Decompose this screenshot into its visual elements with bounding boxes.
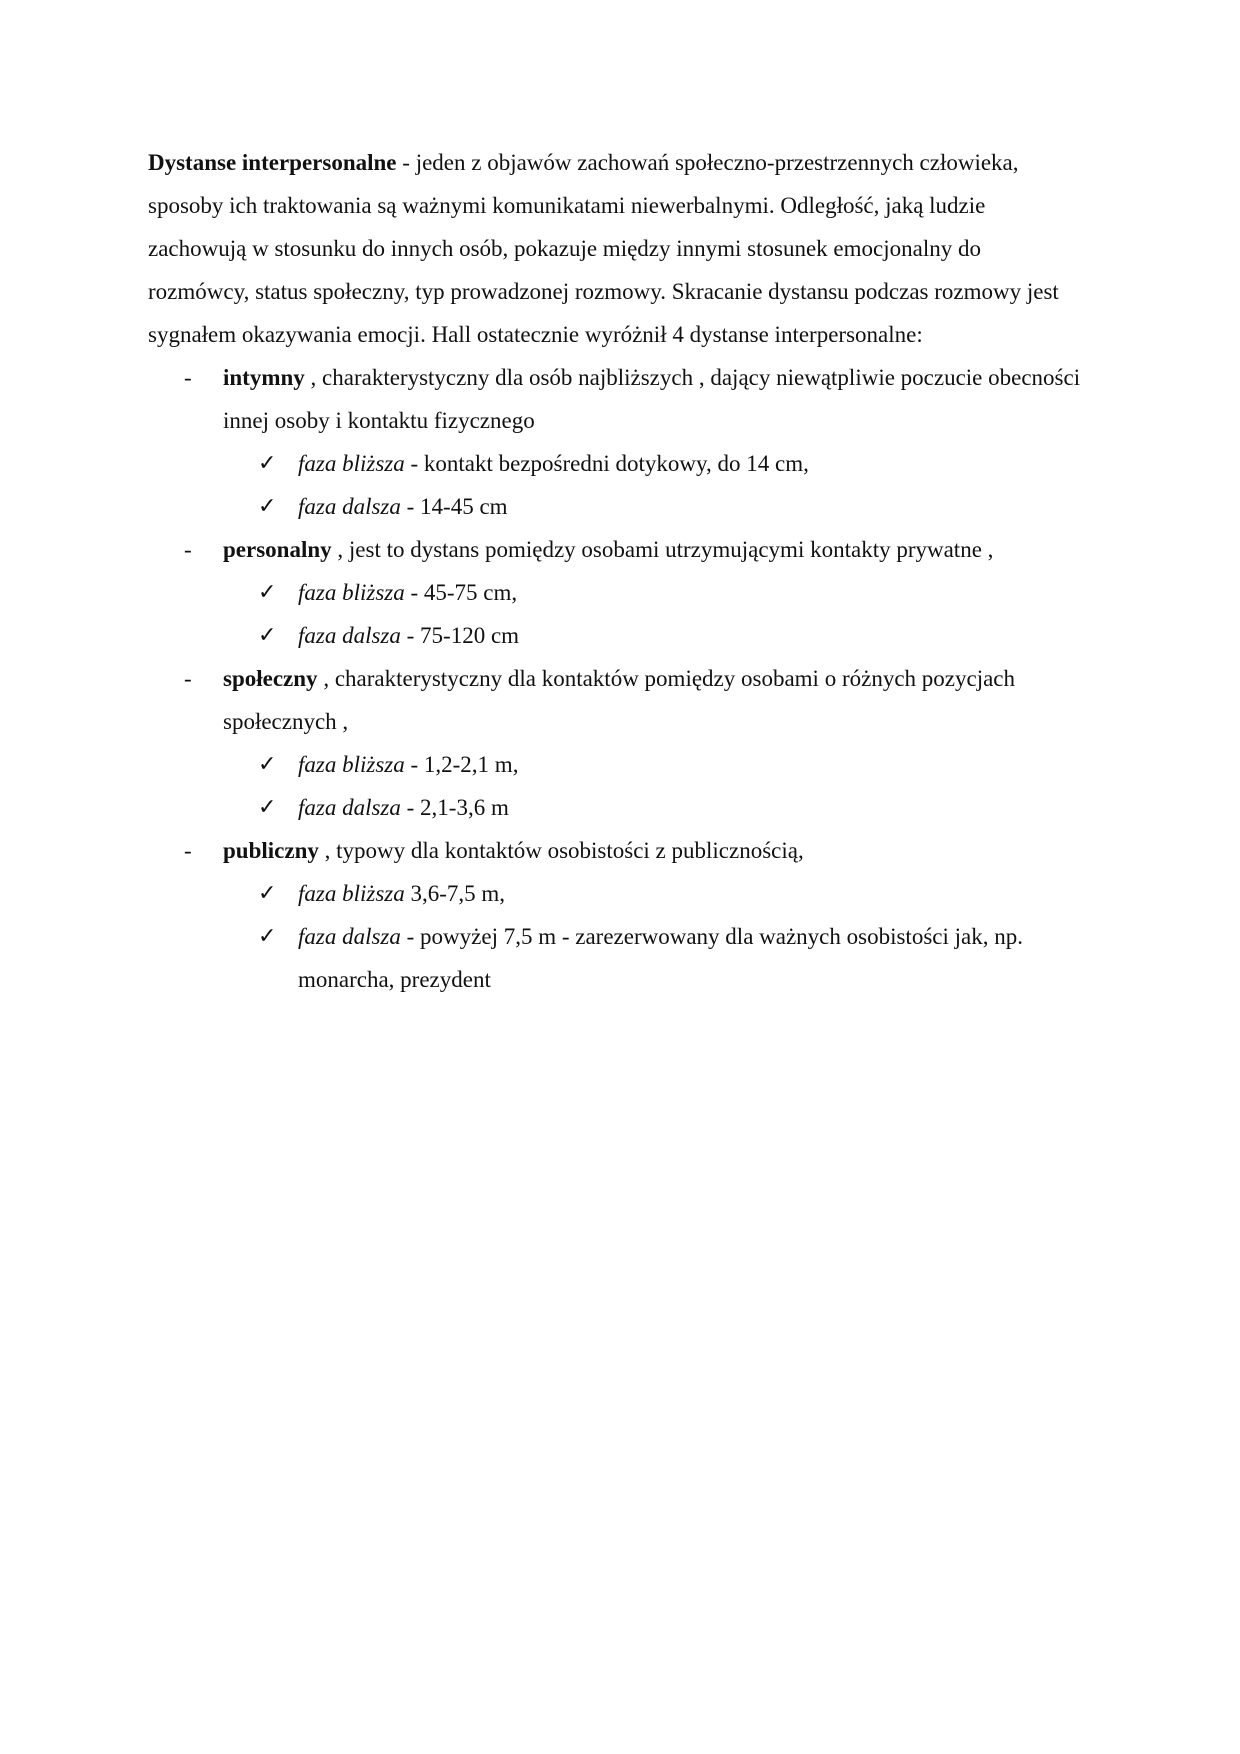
phase-value: - kontakt bezpośredni dotykowy, do 14 cm, — [404, 451, 809, 476]
phase-name: faza dalsza — [298, 494, 401, 519]
checkmark-icon: ✓ — [258, 623, 277, 648]
phase-item — [223, 614, 1088, 657]
document-body — [148, 141, 1088, 1001]
distance-name: personalny — [223, 537, 332, 562]
checkmark-icon: ✓ — [258, 451, 277, 476]
distance-desc: , typowy dla kontaktów osobistości z publicznością, — [318, 838, 804, 863]
distance-name: społeczny — [223, 666, 318, 691]
distance-list — [148, 356, 1088, 1001]
distance-name: intymny — [223, 365, 305, 390]
phase-value: - powyżej 7,5 m - zarezerwowany dla ważnych osobistości jak, np. monarcha, prezydent — [298, 924, 1023, 992]
intro-paragraph — [148, 141, 1088, 356]
phase-list — [223, 571, 1088, 657]
phase-item — [223, 872, 1088, 915]
distance-item-personalny — [148, 528, 1088, 657]
phase-name: faza dalsza — [298, 623, 401, 648]
distance-name: publiczny — [223, 838, 319, 863]
phase-name: faza bliższa — [298, 451, 405, 476]
checkmark-icon: ✓ — [258, 795, 277, 820]
phase-value: - 75-120 cm — [400, 623, 520, 648]
phase-value: - 14-45 cm — [400, 494, 508, 519]
phase-item — [223, 571, 1088, 614]
phase-list — [223, 743, 1088, 829]
phase-item — [223, 442, 1088, 485]
phase-value: - 2,1-3,6 m — [400, 795, 509, 820]
checkmark-icon: ✓ — [258, 924, 277, 949]
phase-item — [223, 786, 1088, 829]
dash-bullet: - — [184, 838, 192, 863]
distance-desc: , jest to dystans pomiędzy osobami utrzymującymi kontakty prywatne , — [331, 537, 994, 562]
phase-list — [223, 872, 1088, 1001]
phase-list — [223, 442, 1088, 528]
intro-term: Dystanse interpersonalne — [148, 150, 397, 175]
phase-item — [223, 743, 1088, 786]
phase-value: 3,6-7,5 m, — [404, 881, 506, 906]
checkmark-icon: ✓ — [258, 580, 277, 605]
checkmark-icon: ✓ — [258, 752, 277, 777]
phase-name: faza dalsza — [298, 795, 401, 820]
phase-value: - 45-75 cm, — [404, 580, 518, 605]
dash-bullet: - — [184, 537, 192, 562]
distance-desc: , charakterystyczny dla osób najbliższych , dający niewątpliwie poczucie obecności innej osoby i kontaktu fizycznego — [223, 365, 1081, 433]
phase-name: faza bliższa — [298, 752, 405, 777]
phase-item — [223, 915, 1088, 1001]
distance-item-intymny — [148, 356, 1088, 528]
phase-name: faza bliższa — [298, 881, 405, 906]
checkmark-icon: ✓ — [258, 494, 277, 519]
dash-bullet: - — [184, 365, 192, 390]
distance-item-publiczny — [148, 829, 1088, 1001]
intro-text: - jeden z objawów zachowań społeczno-przestrzennych człowieka, sposoby ich traktowania są ważnymi komunikatami niewerbalnymi. Odległość, jaką ludzie zachowują w stosunku do innych osób, pokazuje między innymi stosunek emocjonalny do rozmówcy, status społeczny, typ prowadzonej rozmowy. Skracanie dystansu podczas rozmowy jest sygnałem okazywania emocji. Hall ostatecznie wyróżnił 4 dystanse interpersonalne: — [148, 150, 1059, 347]
dash-bullet: - — [184, 666, 192, 691]
distance-desc: , charakterystyczny dla kontaktów pomiędzy osobami o różnych pozycjach społecznych , — [223, 666, 1015, 734]
phase-value: - 1,2-2,1 m, — [404, 752, 519, 777]
distance-item-spoleczny — [148, 657, 1088, 829]
phase-name: faza dalsza — [298, 924, 401, 949]
phase-item — [223, 485, 1088, 528]
phase-name: faza bliższa — [298, 580, 405, 605]
checkmark-icon: ✓ — [258, 881, 277, 906]
